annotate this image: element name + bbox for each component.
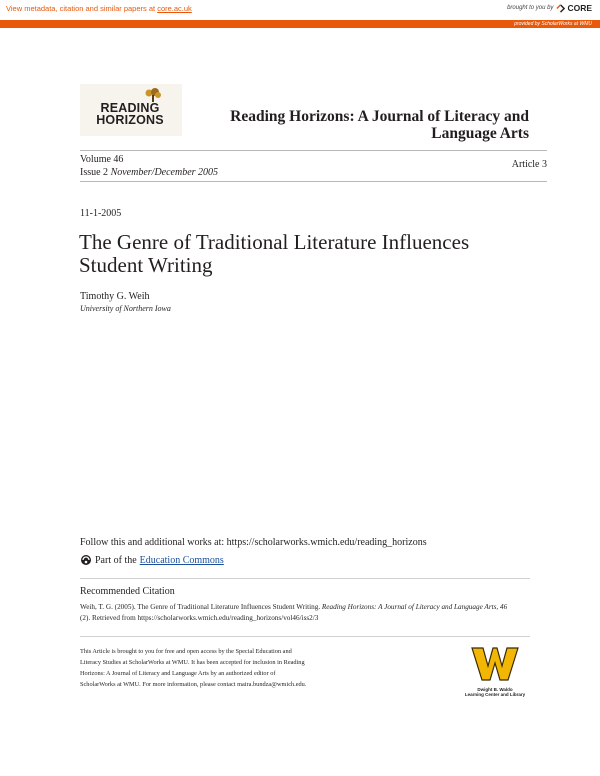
divider [80, 150, 547, 151]
divider [80, 181, 547, 182]
issue-link[interactable] [80, 166, 218, 179]
core-provider-strip [0, 20, 600, 28]
logo-line-2: HORIZONS [96, 113, 164, 127]
divider [80, 578, 530, 579]
article-number: Article 3 [511, 159, 547, 170]
volume-link[interactable]: Volume 46 [80, 154, 124, 165]
core-metadata-text [6, 4, 192, 13]
core-logo[interactable] [556, 3, 592, 13]
core-brought-by[interactable] [507, 3, 592, 13]
core-metadata-label: View metadata, citation and similar papers at [6, 4, 158, 13]
issue-number: Issue 2 [80, 167, 109, 178]
core-logo-icon [556, 4, 565, 13]
journal-title: Reading Horizons: A Journal of Literacy and Language Arts [230, 108, 529, 142]
citation-journal: Reading Horizons: A Journal of Literacy and Language Arts, 46 [321, 603, 508, 611]
paper-title: The Genre of Traditional Literature Influences Student Writing [79, 230, 470, 277]
logo-wordmark [84, 102, 176, 126]
divider [80, 636, 530, 637]
brought-by-label: brought to you by [507, 5, 554, 11]
wmu-logo-line-1: Dwight B. Waldo [477, 687, 513, 692]
author-affiliation: University of Northern Iowa [80, 304, 171, 313]
wmu-w-icon [470, 646, 520, 682]
wmu-library-logo [462, 646, 528, 697]
provided-by-text[interactable]: provided by ScholarWorks at WMU [514, 20, 592, 27]
part-of-label: Part of the [95, 554, 137, 566]
core-link[interactable]: core.ac.uk [157, 4, 192, 13]
citation-text [80, 602, 510, 624]
author-name: Timothy G. Weih [80, 291, 150, 302]
publication-date: 11-1-2005 [80, 208, 122, 219]
education-commons-link[interactable]: Education Commons [139, 554, 224, 566]
recommended-citation-heading: Recommended Citation [80, 586, 175, 597]
tree-icon [143, 88, 163, 102]
core-logo-label: CORE [567, 3, 592, 13]
logo-line-1: READING [100, 101, 160, 115]
follow-link[interactable]: Follow this and additional works at: https://scholarworks.wmich.edu/reading_horizons [80, 537, 427, 548]
issue-date: November/December 2005 [110, 167, 219, 178]
citation-authors-title: Weih, T. G. (2005). The Genre of Traditional Literature Influences Student Writing. [80, 603, 322, 611]
part-of-commons [80, 554, 224, 566]
bepress-network-icon [80, 554, 92, 566]
core-banner [0, 0, 600, 20]
wmu-logo-line-2: Learning Center and Library [464, 692, 526, 697]
open-access-note: This Article is brought to you for free and open access by the Special Education and Literacy Studies at ScholarWorks at WMU. It has been accepted for inclusion in Reading Horizons: A Journal of Literacy and Language Arts by an authorized editor of ScholarWorks at WMU. For more information, please contact maira.bundza@wmich.edu. [80, 648, 307, 688]
citation-retrieval: (2). Retrieved from https://scholarworks.wmich.edu/reading_horizons/vol46/iss2/3 [80, 614, 319, 622]
